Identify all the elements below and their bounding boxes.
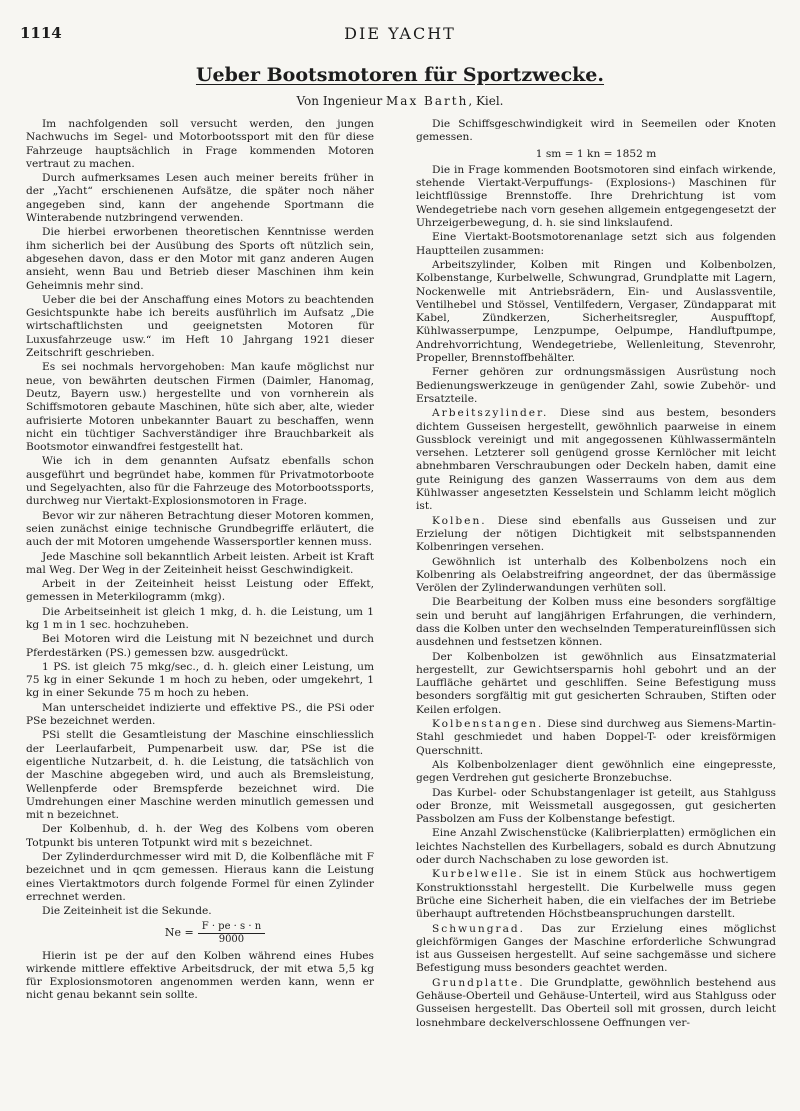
- paragraph: Die Arbeitseinheit ist gleich 1 mkg, d. h. die Leistung, um 1 kg 1 m in 1 sec. hochzuheben.: [26, 605, 374, 631]
- formula-lhs: Ne =: [164, 926, 194, 940]
- byline-author: Max Barth: [386, 94, 469, 108]
- paragraph: Die in Frage kommenden Bootsmotoren sind einfach wirkende, stehende Viertakt-Verpuffungs- (Explosions-) Maschinen für leichtflüssige Brennstoffe. Ihre Drehrichtung ist vom Wendegetriebe nach vorn gesehen allgemein entgegengesetzt der Uhrzeigerbewegung, d. h. sie sind linkslaufend.: [416, 163, 776, 230]
- section-heading: Schwungrad.: [432, 922, 526, 935]
- paragraph: Das Kurbel- oder Schubstangenlager ist geteilt, aus Stahlguss oder Bronze, mit Weissmetall ausgegossen, gut gesicherten Passbolzen am Fuss der Kolbenstange befestigt.: [416, 786, 776, 826]
- section-grundplatte: [416, 977, 776, 1030]
- section-heading: Kolben.: [432, 514, 487, 527]
- section-text: Sie ist in einem Stück aus hochwertigem Konstruktionsstahl hergestellt. Die Kurbelwelle muss gegen Brüche eine Sicherheit haben, die ein vielfaches der im Betriebe überhaupt auftretenden Höchstbeanspruchungen darstellt.: [416, 868, 776, 921]
- section-heading: Kolbenstangen.: [432, 718, 544, 731]
- paragraph: Die Zeiteinheit ist die Sekunde.: [42, 905, 212, 918]
- section-schwungrad: [416, 923, 776, 976]
- parts-list: Arbeitszylinder, Kolben mit Ringen und Kolbenbolzen, Kolbenstange, Kurbelwelle, Schwungrad, Grundplatte mit Lagern, Nockenwelle mit Antriebsrädern, Ein- und Auslassventile, Ventilhebel und Stössel, Ventilfedern, Vergaser, Zündapparat mit Kabel, Zündkerzen, Sicherheitsregler, Auspufftopf, Kühlwasserpumpe, Lenzpumpe, Oelpumpe, Handluftpumpe, Andrehvorrichtung, Wendegetriebe, Wellenleitung, Stevenrohr, Propeller, Brennstoffbehälter.: [416, 258, 776, 365]
- paragraph: Jede Maschine soll bekanntlich Arbeit leisten. Arbeit ist Kraft mal Weg. Der Weg in der Zeiteinheit heisst Geschwindigkeit.: [26, 550, 374, 576]
- right-column: [416, 118, 776, 1031]
- article-byline: [0, 94, 800, 108]
- paragraph: Als Kolbenbolzenlager dient gewöhnlich eine eingepresste, gegen Verdrehen gut gesicherte Bronzebuchse.: [416, 758, 776, 785]
- paragraph: PSi stellt die Gesamtleistung der Maschine einschliesslich der Leerlaufarbeit, Pumpenarbeit usw. dar, PSe ist die eigentliche Nutzarbeit, d. h. die Leistung, die tatsächlich von der Maschine abgegeben wird, und auch als Bremsleistung, Wellenpferde oder Bremspferde bezeichnet wird. Die Umdrehungen einer Maschine werden minutlich gemessen und mit n bezeichnet.: [26, 729, 374, 822]
- left-column: [26, 118, 374, 1004]
- paragraph: Durch aufmerksames Lesen auch meiner bereits früher in der „Yacht“ erschienenen Aufsätze, die später noch näher angegeben sind, kann der angehende Sportmann die Winterabende nutzbringend verwenden.: [26, 172, 374, 225]
- section-heading: Grundplatte.: [432, 976, 525, 989]
- paragraph: Eine Viertakt-Bootsmotorenanlage setzt sich aus folgenden Hauptteilen zusammen:: [416, 231, 776, 257]
- paragraph: Ferner gehören zur ordnungsmässigen Ausrüstung noch Bedienungswerkzeuge in genügender Zahl, sowie Zubehör- und Ersatzteile.: [416, 366, 776, 405]
- article-title: Ueber Bootsmotoren für Sportzwecke.: [195, 64, 605, 86]
- paragraph: Gewöhnlich ist unterhalb des Kolbenbolzens noch ein Kolbenring als Oelabstreifring angeordnet, der das übermässige Verölen der Zylinderwandungen verhüten soll.: [416, 555, 776, 595]
- running-head: [20, 24, 780, 46]
- paragraph: Der Kolbenbolzen ist gewöhnlich aus Einsatzmaterial hergestellt, zur Gewichtsersparnis hohl gebohrt und an der Lauffläche gehärtet und geschliffen. Seine Befestigung muss besonders sorgfältig mit gut gesicherten Schrauben, Stiften oder Keilen erfolgen.: [416, 650, 776, 716]
- paragraph: Hierin ist pe der auf den Kolben während eines Hubes wirkende mittlere effektive Arbeitsdruck, der mit etwa 5,5 kg für Explosionsmotoren angenommen werden kann, wenn er nicht genau bekannt sein sollte.: [26, 949, 374, 1002]
- paragraph: Bevor wir zur näheren Betrachtung dieser Motoren kommen, seien zunächst einige technische Grundbegriffe erläutert, die auch der mit Motoren umgehende Wassersportler kennen muss.: [26, 509, 374, 549]
- formula-fraction: [198, 921, 265, 946]
- paragraph: Arbeit in der Zeiteinheit heisst Leistung oder Effekt, gemessen in Meterkilogramm (mkg).: [26, 578, 374, 604]
- section-text: Diese sind aus bestem, besonders dichtem Gusseisen hergestellt, gewöhnlich paarweise in einem Gussblock vereinigt und mit angegossenen Kühlwassermänteln versehen. Letzterer soll genügend grosse Kernlöcher mit leicht abnehmbaren Verschraubungen oder Deckeln haben, damit eine gute Reinigung des ganzen Wasserraums von dem aus dem Kühlwasser angesetzten Kesselstein und Schlamm leicht möglich ist.: [416, 407, 776, 513]
- paragraph: Eine Anzahl Zwischenstücke (Kalibrierplatten) ermöglichen ein leichtes Nachstellen des Kurbellagers, sobald es durch Abnutzung oder durch Nachschaben zu lose geworden ist.: [416, 827, 776, 867]
- section-arbeitszylinder: [416, 407, 776, 513]
- unit-equation: 1 sm = 1 kn = 1852 m: [535, 147, 657, 160]
- section-text: Die Grundplatte, gewöhnlich bestehend aus Gehäuse-Oberteil und Gehäuse-Unterteil, wird aus Stahlguss oder Gusseisen hergestellt. Das Oberteil soll mit grossen, durch leicht losnehmbare deckelverschlossene Oeffnungen ver-: [416, 976, 776, 1029]
- paragraph: Der Zylinderdurchmesser wird mit D, die Kolbenfläche mit F bezeichnet und in qcm gemessen. Hieraus kann die Leistung eines Viertaktmotors durch folgende Formel für einen Zylinder errechnet werden.: [26, 851, 374, 903]
- paragraph: Wie ich in dem genannten Aufsatz ebenfalls schon ausgeführt und begründet habe, kommen für Privatmotorboote und Segelyachten, also für die Fahrzeuge des Motorbootssports, durchweg nur Viertakt-Explosionsmotoren in Frage.: [26, 455, 374, 508]
- power-formula: [56, 921, 374, 946]
- section-kurbelwelle: [416, 868, 776, 921]
- section-kolben: [416, 515, 776, 555]
- journal-title: DIE YACHT: [344, 24, 456, 43]
- formula-denominator: 9000: [218, 933, 245, 945]
- byline-prefix: Von Ingenieur: [296, 94, 387, 108]
- paragraph: Die hierbei erworbenen theoretischen Kenntnisse werden ihm sicherlich bei der Ausübung des Sports oft nützlich sein, abgesehen davon, dass er den Motor mit ganz anderen Augen ansieht, wenn Bau und Betrieb dieser Maschinen ihm kein Geheimnis mehr sind.: [26, 226, 374, 292]
- section-kolbenstangen: [416, 718, 776, 758]
- paragraph: Man unterscheidet indizierte und effektive PS., die PSi oder PSe bezeichnet werden.: [26, 701, 374, 728]
- section-text: Diese sind ebenfalls aus Gusseisen und zur Erzielung der nötigen Dichtigkeit mit selbstspannenden Kolbenringen versehen.: [416, 514, 776, 554]
- paragraph: Die Schiffsgeschwindigkeit wird in Seemeilen oder Knoten gemessen.: [416, 118, 776, 144]
- paragraph: Der Kolbenhub, d. h. der Weg des Kolbens vom oberen Totpunkt bis unteren Totpunkt wird mit s bezeichnet.: [26, 823, 374, 849]
- section-heading: Arbeitszylinder.: [432, 407, 549, 420]
- paragraph: Ueber die bei der Anschaffung eines Motors zu beachtenden Gesichtspunkte habe ich bereits ausführlich im Aufsatz „Die wirtschaftlichsten und geeignetsten Motoren für Luxusfahrzeuge usw.“ im Heft 10 Jahrgang 1921 dieser Zeitschrift geschrieben.: [26, 293, 374, 360]
- paragraph: 1 PS. ist gleich 75 mkg/sec., d. h. gleich einer Leistung, um 75 kg in einer Sekunde 1 m hoch zu heben, oder umgekehrt, 1 kg in einer Sekunde 75 m hoch zu heben.: [26, 660, 374, 700]
- paragraph: Es sei nochmals hervorgehoben: Man kaufe möglichst nur neue, von bewährten deutschen Firmen (Daimler, Hanomag, Deutz, Bayern usw.) hergestellte und von vornherein als Schiffsmotoren gebaute Maschinen, hüte sich aber, alte, wieder aufrisierte Motoren unbekannter Bauart zu beschaffen, wenn nicht ein tüchtiger Sachverständiger ihre Brauchbarkeit als Bootsmotor einwandfrei festgestellt hat.: [26, 361, 374, 454]
- page-number: 1114: [20, 24, 62, 42]
- section-text: Diese sind durchweg aus Siemens-Martin-Stahl geschmiedet und haben Doppel-T- oder kreisförmigen Querschnitt.: [416, 718, 776, 757]
- paragraph: Im nachfolgenden soll versucht werden, den jungen Nachwuchs im Segel- und Motorbootssport mit den für diese Fahrzeuge hauptsächlich in Frage kommenden Motoren vertraut zu machen.: [26, 118, 374, 170]
- paragraph: Bei Motoren wird die Leistung mit N bezeichnet und durch Pferdestärken (PS.) gemessen bzw. ausgedrückt.: [26, 633, 374, 659]
- formula-numerator: F · pe · s · n: [198, 921, 265, 934]
- section-text: Das zur Erzielung eines möglichst gleichförmigen Ganges der Maschine erforderliche Schwungrad ist aus Gusseisen hergestellt. Auf seine sachgemässe und sichere Befestigung muss besonders geachtet werden.: [416, 922, 776, 975]
- byline-suffix: , Kiel.: [468, 94, 504, 108]
- section-heading: Kurbelwelle.: [432, 868, 524, 881]
- paragraph: Die Bearbeitung der Kolben muss eine besonders sorgfältige sein und beruht auf langjährigen Erfahrungen, die verhindern, dass die Kolben unter den wechselnden Temperatureinflüssen sich ausdehnen und festsetzen können.: [416, 596, 776, 649]
